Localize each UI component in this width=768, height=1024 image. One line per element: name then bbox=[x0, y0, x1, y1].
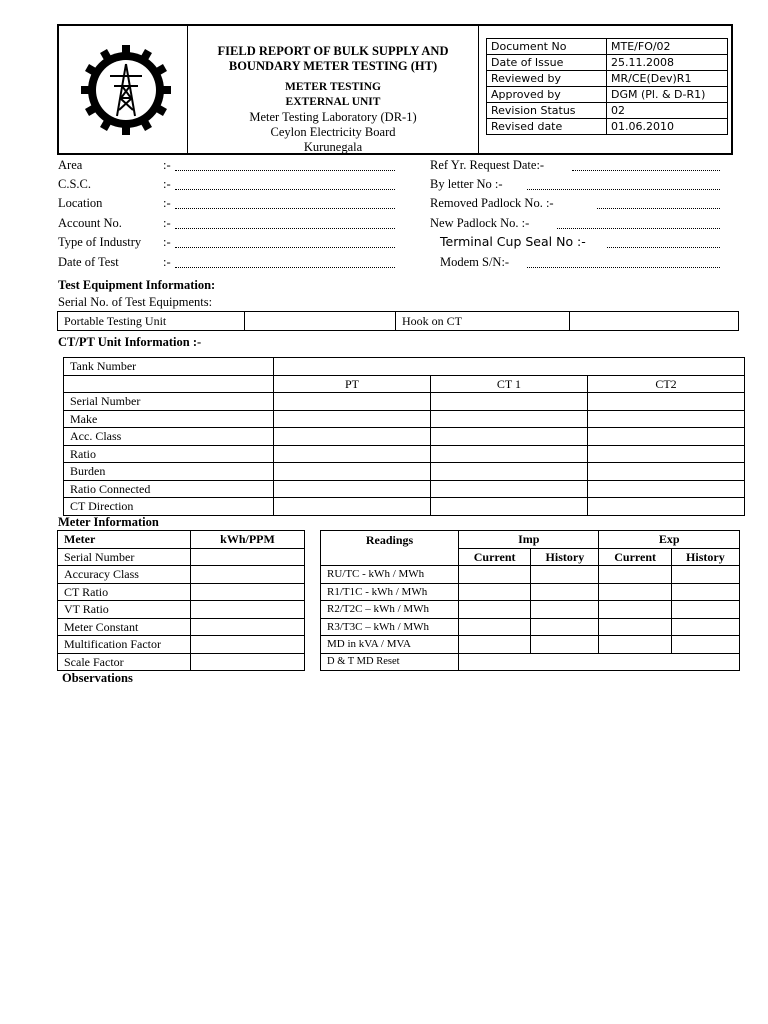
org-name: Ceylon Electricity Board bbox=[270, 125, 396, 139]
readings-table bbox=[320, 530, 740, 671]
doc-info-value: MTE/FO/02 bbox=[607, 39, 728, 55]
meter-table bbox=[57, 530, 305, 671]
table-cell[interactable] bbox=[587, 393, 744, 411]
row-label: D & T MD Reset bbox=[321, 653, 459, 671]
table-cell[interactable] bbox=[459, 566, 531, 584]
history-header: History bbox=[671, 548, 739, 566]
blank-header-cell bbox=[64, 375, 274, 393]
row-label: R3/T3C – kWh / MWh bbox=[321, 618, 459, 636]
field-label: Type of Industry bbox=[58, 235, 142, 249]
doc-info-row bbox=[487, 119, 728, 135]
column-header: PT bbox=[274, 375, 431, 393]
table-row bbox=[321, 653, 740, 671]
field-separator: :- bbox=[163, 158, 171, 172]
field-input-line[interactable] bbox=[557, 228, 720, 229]
table-cell[interactable] bbox=[671, 601, 739, 619]
history-header: History bbox=[531, 548, 599, 566]
table-cell[interactable] bbox=[274, 410, 431, 428]
doc-info-key: Revision Status bbox=[487, 103, 607, 119]
table-row bbox=[321, 566, 740, 584]
portable-testing-unit-value[interactable] bbox=[245, 312, 396, 331]
field-label: Account No. bbox=[58, 216, 122, 230]
doc-info-value: DGM (Pl. & D-R1) bbox=[607, 87, 728, 103]
hook-on-ct-value[interactable] bbox=[570, 312, 739, 331]
field-label: Terminal Cup Seal No :- bbox=[440, 234, 586, 249]
field-input-line[interactable] bbox=[572, 170, 720, 171]
readings-header: Readings bbox=[321, 531, 459, 549]
column-header: CT 1 bbox=[431, 375, 588, 393]
meter-info-heading: Meter Information bbox=[58, 515, 159, 529]
field-input-line[interactable] bbox=[607, 247, 720, 248]
table-cell[interactable] bbox=[671, 636, 739, 654]
table-cell[interactable] bbox=[587, 463, 744, 481]
exp-header: Exp bbox=[599, 531, 740, 549]
doc-info-value: 01.06.2010 bbox=[607, 119, 728, 135]
table-cell[interactable] bbox=[274, 463, 431, 481]
table-cell[interactable] bbox=[531, 636, 599, 654]
imp-header: Imp bbox=[459, 531, 599, 549]
doc-info-key: Document No bbox=[487, 39, 607, 55]
table-row bbox=[64, 463, 745, 481]
table-row bbox=[64, 410, 745, 428]
table-row bbox=[321, 601, 740, 619]
field-label: Modem S/N:- bbox=[440, 255, 510, 269]
test-equipment-heading: Test Equipment Information: bbox=[58, 278, 216, 292]
document-control-table bbox=[486, 38, 728, 135]
observations-heading: Observations bbox=[62, 671, 133, 685]
doc-info-row bbox=[487, 55, 728, 71]
table-cell[interactable] bbox=[599, 566, 671, 584]
row-label: Accuracy Class bbox=[58, 566, 191, 584]
title-line-1: FIELD REPORT OF BULK SUPPLY AND bbox=[217, 44, 449, 58]
table-cell[interactable] bbox=[274, 428, 431, 446]
table-row bbox=[321, 636, 740, 654]
field-label: Ref Yr. Request Date:- bbox=[430, 158, 545, 172]
hook-on-ct-label: Hook on CT bbox=[396, 312, 570, 331]
test-equipment-table bbox=[57, 311, 739, 331]
table-cell[interactable] bbox=[671, 618, 739, 636]
table-row bbox=[321, 531, 740, 549]
meter-column-header: Meter bbox=[58, 531, 191, 549]
table-cell[interactable] bbox=[191, 548, 305, 566]
table-cell[interactable] bbox=[531, 618, 599, 636]
table-cell[interactable] bbox=[459, 583, 531, 601]
field-label: Area bbox=[58, 158, 83, 172]
field-label: C.S.C. bbox=[58, 177, 92, 191]
table-cell[interactable] bbox=[531, 601, 599, 619]
field-input-line[interactable] bbox=[527, 267, 720, 268]
table-cell[interactable] bbox=[599, 636, 671, 654]
table-cell[interactable] bbox=[431, 445, 588, 463]
table-cell[interactable] bbox=[671, 566, 739, 584]
table-cell[interactable] bbox=[191, 566, 305, 584]
doc-info-value: 25.11.2008 bbox=[607, 55, 728, 71]
table-cell[interactable] bbox=[599, 618, 671, 636]
row-label: Acc. Class bbox=[64, 428, 274, 446]
field-label: New Padlock No. :- bbox=[430, 216, 530, 230]
table-cell[interactable] bbox=[531, 583, 599, 601]
field-input-line[interactable] bbox=[175, 189, 395, 190]
table-cell[interactable] bbox=[191, 653, 305, 671]
table-cell[interactable] bbox=[671, 583, 739, 601]
report-title-block bbox=[188, 26, 479, 153]
table-row bbox=[58, 601, 305, 619]
column-header: CT2 bbox=[587, 375, 744, 393]
doc-info-value: 02 bbox=[607, 103, 728, 119]
table-cell[interactable] bbox=[191, 636, 305, 654]
row-label: Burden bbox=[64, 463, 274, 481]
doc-info-key: Approved by bbox=[487, 87, 607, 103]
field-input-line[interactable] bbox=[597, 208, 720, 209]
table-cell[interactable] bbox=[431, 428, 588, 446]
field-input-line[interactable] bbox=[175, 267, 395, 268]
table-row bbox=[58, 653, 305, 671]
row-label: R2/T2C – kWh / MWh bbox=[321, 601, 459, 619]
subtitle-1: METER TESTING bbox=[285, 81, 381, 93]
kwh-column-header: kWh/PPM bbox=[191, 531, 305, 549]
row-label: Serial Number bbox=[58, 548, 191, 566]
table-row bbox=[58, 636, 305, 654]
table-row bbox=[321, 583, 740, 601]
table-row bbox=[58, 548, 305, 566]
table-cell[interactable] bbox=[431, 480, 588, 498]
table-cell[interactable] bbox=[274, 498, 431, 516]
table-cell[interactable] bbox=[459, 618, 531, 636]
field-separator: :- bbox=[163, 216, 171, 230]
ctpt-table bbox=[63, 357, 745, 516]
row-label: Multification Factor bbox=[58, 636, 191, 654]
report-header bbox=[57, 24, 733, 155]
field-input-line[interactable] bbox=[175, 170, 395, 171]
table-cell[interactable] bbox=[191, 601, 305, 619]
ceb-logo bbox=[59, 26, 188, 153]
row-label: Make bbox=[64, 410, 274, 428]
table-row bbox=[64, 393, 745, 411]
field-input-line[interactable] bbox=[175, 208, 395, 209]
field-input-line[interactable] bbox=[175, 247, 395, 248]
field-input-line[interactable] bbox=[175, 228, 395, 229]
table-cell[interactable] bbox=[587, 428, 744, 446]
tank-number-label: Tank Number bbox=[64, 358, 274, 376]
table-cell[interactable] bbox=[531, 566, 599, 584]
row-label: Ratio bbox=[64, 445, 274, 463]
doc-info-key: Revised date bbox=[487, 119, 607, 135]
table-cell[interactable] bbox=[459, 601, 531, 619]
subtitle-2: EXTERNAL UNIT bbox=[285, 96, 381, 108]
portable-testing-unit-label: Portable Testing Unit bbox=[58, 312, 245, 331]
serial-equipment-label: Serial No. of Test Equipments: bbox=[58, 295, 213, 309]
table-cell[interactable] bbox=[587, 410, 744, 428]
table-cell[interactable] bbox=[599, 601, 671, 619]
current-header: Current bbox=[599, 548, 671, 566]
tank-number-value[interactable] bbox=[274, 358, 745, 376]
table-cell[interactable] bbox=[431, 410, 588, 428]
table-row bbox=[58, 566, 305, 584]
table-cell[interactable] bbox=[599, 583, 671, 601]
title-line-2: BOUNDARY METER TESTING (HT) bbox=[228, 59, 438, 73]
row-label: Ratio Connected bbox=[64, 480, 274, 498]
table-cell[interactable] bbox=[587, 480, 744, 498]
table-row bbox=[58, 618, 305, 636]
table-row bbox=[58, 531, 305, 549]
lab-name: Meter Testing Laboratory (DR-1) bbox=[249, 110, 417, 124]
table-row bbox=[64, 375, 745, 393]
current-header: Current bbox=[459, 548, 531, 566]
doc-info-row bbox=[487, 87, 728, 103]
field-separator: :- bbox=[163, 177, 171, 191]
doc-info-row bbox=[487, 103, 728, 119]
table-cell[interactable] bbox=[274, 445, 431, 463]
table-cell[interactable] bbox=[587, 498, 744, 516]
transmission-tower-logo-icon bbox=[59, 26, 187, 153]
table-cell[interactable] bbox=[191, 583, 305, 601]
table-row bbox=[64, 445, 745, 463]
doc-info-row bbox=[487, 39, 728, 55]
field-label: Date of Test bbox=[58, 255, 119, 269]
blank-header-cell bbox=[321, 548, 459, 566]
field-separator: :- bbox=[163, 255, 171, 269]
row-label: RU/TC - kWh / MWh bbox=[321, 566, 459, 584]
table-cell[interactable] bbox=[191, 618, 305, 636]
table-cell[interactable] bbox=[431, 463, 588, 481]
table-row bbox=[58, 583, 305, 601]
doc-info-key: Date of Issue bbox=[487, 55, 607, 71]
row-label: VT Ratio bbox=[58, 601, 191, 619]
row-label: CT Direction bbox=[64, 498, 274, 516]
field-separator: :- bbox=[163, 196, 171, 210]
table-row bbox=[64, 428, 745, 446]
row-label: Serial Number bbox=[64, 393, 274, 411]
table-cell[interactable] bbox=[587, 445, 744, 463]
table-cell[interactable] bbox=[459, 636, 531, 654]
row-label: R1/T1C - kWh / MWh bbox=[321, 583, 459, 601]
row-label: CT Ratio bbox=[58, 583, 191, 601]
table-row bbox=[64, 480, 745, 498]
table-cell[interactable] bbox=[274, 393, 431, 411]
table-row bbox=[64, 358, 745, 376]
field-label: By letter No :- bbox=[430, 177, 503, 191]
table-row bbox=[64, 498, 745, 516]
field-separator: :- bbox=[163, 235, 171, 249]
row-label: MD in kVA / MVA bbox=[321, 636, 459, 654]
table-cell[interactable] bbox=[431, 393, 588, 411]
table-row bbox=[321, 618, 740, 636]
row-label: Meter Constant bbox=[58, 618, 191, 636]
field-label: Location bbox=[58, 196, 103, 210]
doc-info-value: MR/CE(Dev)R1 bbox=[607, 71, 728, 87]
doc-info-key: Reviewed by bbox=[487, 71, 607, 87]
field-input-line[interactable] bbox=[527, 189, 720, 190]
ctpt-heading: CT/PT Unit Information :- bbox=[58, 335, 202, 349]
table-row bbox=[321, 548, 740, 566]
row-label: Scale Factor bbox=[58, 653, 191, 671]
table-cell[interactable] bbox=[459, 653, 740, 671]
table-cell[interactable] bbox=[431, 498, 588, 516]
table-cell[interactable] bbox=[274, 480, 431, 498]
field-label: Removed Padlock No. :- bbox=[430, 196, 554, 210]
doc-info-row bbox=[487, 71, 728, 87]
place-name: Kurunegala bbox=[303, 140, 363, 154]
